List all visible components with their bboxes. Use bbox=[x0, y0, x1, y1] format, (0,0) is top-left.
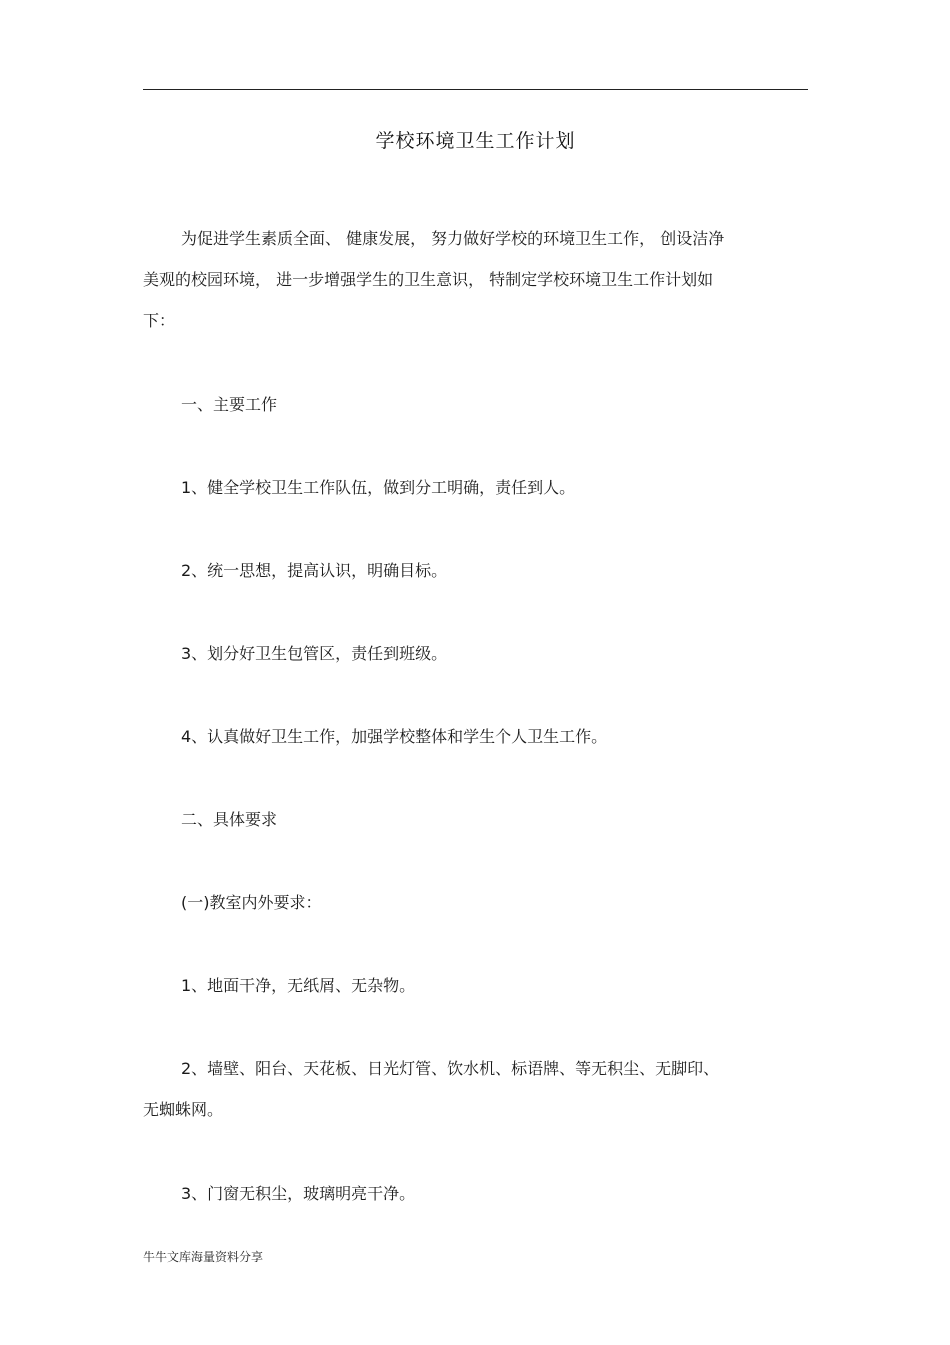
section1-heading bbox=[143, 384, 808, 425]
section1-heading-text: 一、主要工作 bbox=[181, 395, 278, 414]
section1-item-4-text: 4、认真做好卫生工作，加强学校整体和学生个人卫生工作。 bbox=[181, 727, 608, 746]
header-rule bbox=[143, 89, 808, 90]
sub-item-2-line-1: 2、墙壁、阳台、天花板、日光灯管、饮水机、标语牌、等无积尘、无脚印、 bbox=[181, 1059, 720, 1078]
intro-line-3: 下： bbox=[143, 311, 176, 330]
sub-heading-text: (一)教室内外要求： bbox=[181, 893, 322, 912]
intro-line-1: 为促进学生素质全面、 健康发展， 努力做好学校的环境卫生工作， 创设洁净 bbox=[181, 229, 725, 248]
section1-item-4 bbox=[143, 716, 808, 757]
section1-item-1 bbox=[143, 467, 808, 508]
sub-item-2 bbox=[143, 1048, 808, 1130]
sub-item-1-text: 1、地面干净，无纸屑、无杂物。 bbox=[181, 976, 416, 995]
document-title: 学校环境卫生工作计划 bbox=[375, 130, 576, 152]
section2-heading-text: 二、具体要求 bbox=[181, 810, 278, 829]
intro-paragraph bbox=[143, 218, 808, 341]
sub-item-2-line-2: 无蜘蛛网。 bbox=[143, 1100, 224, 1119]
section1-item-2 bbox=[143, 550, 808, 591]
sub-heading bbox=[143, 882, 808, 923]
sub-item-1 bbox=[143, 965, 808, 1006]
page-footer: 牛牛文库海量资料分享 bbox=[143, 1250, 264, 1264]
intro-line-2: 美观的校园环境， 进一步增强学生的卫生意识， 特制定学校环境卫生工作计划如 bbox=[143, 270, 714, 289]
sub-item-3 bbox=[143, 1173, 808, 1214]
sub-item-3-text: 3、门窗无积尘，玻璃明亮干净。 bbox=[181, 1184, 416, 1203]
section2-heading bbox=[143, 799, 808, 840]
section1-item-3-text: 3、划分好卫生包管区，责任到班级。 bbox=[181, 644, 448, 663]
section1-item-1-text: 1、健全学校卫生工作队伍，做到分工明确，责任到人。 bbox=[181, 478, 576, 497]
section1-item-2-text: 2、统一思想，提高认识，明确目标。 bbox=[181, 561, 448, 580]
section1-item-3 bbox=[143, 633, 808, 674]
